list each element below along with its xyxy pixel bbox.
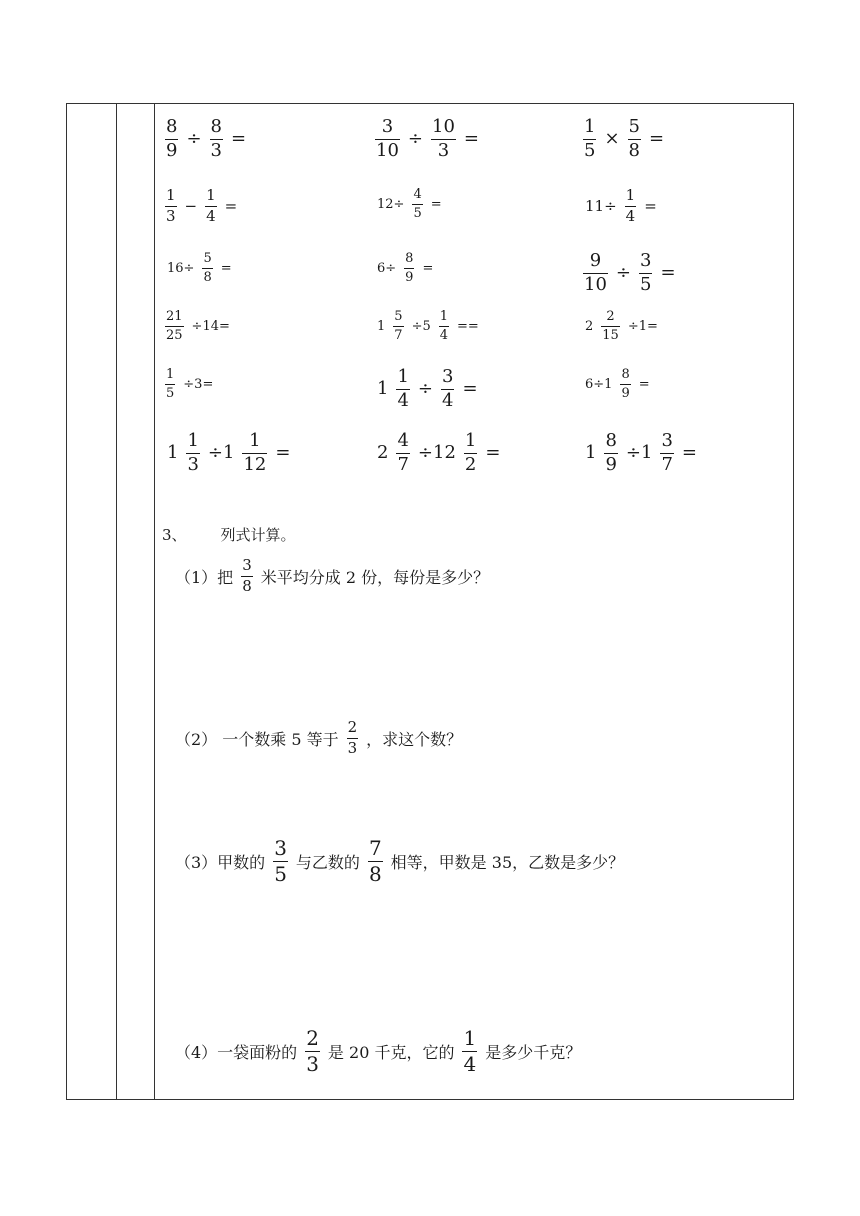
denominator: 8 (242, 576, 252, 595)
numerator: 1 (397, 366, 409, 387)
expression-text: ÷1 (207, 442, 235, 464)
denominator: 8 (368, 862, 382, 886)
expression-text: 是 20 千克，它的 (327, 1043, 455, 1062)
fraction-bar (202, 268, 212, 269)
expression-text: （4）一袋面粉的 (175, 1043, 298, 1062)
fraction (242, 432, 267, 475)
denominator: 9 (405, 269, 414, 285)
expression-text: 11÷ (585, 196, 617, 215)
expression-text: 2 (585, 318, 594, 334)
numerator: 8 (210, 116, 222, 137)
denominator: 5 (584, 139, 596, 161)
fraction (625, 188, 637, 225)
denominator: 9 (621, 385, 630, 401)
denominator: 5 (640, 273, 652, 295)
exercise-expression (162, 118, 251, 161)
expression-text: ÷ (615, 262, 631, 284)
denominator: 4 (625, 206, 636, 225)
exercise-expression (162, 188, 242, 225)
fraction (464, 432, 477, 475)
fraction (462, 1028, 477, 1075)
fraction (202, 252, 212, 284)
expression-text: − (184, 196, 198, 215)
numerator: 3 (242, 556, 252, 574)
denominator: 3 (306, 1052, 319, 1076)
expression-text: = (275, 442, 291, 464)
denominator: 7 (397, 453, 409, 475)
fraction (604, 432, 617, 475)
denominator: 25 (166, 327, 183, 343)
exercise-expression (162, 252, 237, 284)
exercise-expression (372, 368, 483, 411)
denominator: 7 (661, 453, 673, 475)
numerator: 4 (413, 187, 422, 202)
expression-text: = (638, 376, 650, 392)
column-divider-2 (154, 103, 155, 1100)
denominator: 12 (243, 453, 267, 475)
expression-text: × (604, 128, 620, 150)
expression-text: 米平均分成 2 份，每份是多少？ (260, 567, 490, 587)
denominator: 9 (605, 453, 617, 475)
denominator: 3 (187, 453, 199, 475)
denominator: 7 (394, 327, 403, 343)
denominator: 9 (166, 139, 178, 161)
exercise-expression (372, 310, 484, 342)
expression-text: = (462, 378, 478, 400)
fraction (241, 558, 253, 595)
numerator: 1 (187, 430, 199, 451)
word-problem (170, 838, 629, 885)
numerator: 3 (661, 430, 673, 451)
numerator: 3 (274, 836, 287, 860)
expression-text: = (681, 442, 697, 464)
exercise-expression (372, 252, 438, 284)
numerator: 3 (442, 366, 454, 387)
fraction (583, 252, 608, 295)
fraction (165, 188, 177, 225)
expression-text: 6÷1 (585, 376, 613, 392)
numerator: 1 (439, 309, 449, 324)
expression-text: 是多少千克？ (485, 1043, 582, 1062)
numerator: 10 (432, 116, 455, 137)
fraction (639, 252, 652, 295)
denominator: 8 (628, 139, 640, 161)
fraction (404, 252, 414, 284)
fraction (165, 118, 178, 161)
expression-text: = (485, 442, 501, 464)
expression-text: ÷ (407, 128, 423, 150)
expression-text: = (463, 128, 479, 150)
exercise-expression (372, 432, 505, 475)
expression-text: ÷12 (417, 442, 456, 464)
expression-text: = (649, 128, 665, 150)
denominator: 5 (166, 385, 175, 401)
fraction (165, 310, 184, 342)
expression-text: 相等，甲数是 35，乙数是多少？ (390, 853, 625, 872)
numerator: 1 (584, 116, 596, 137)
fraction-bar (404, 268, 414, 269)
fraction (186, 432, 199, 475)
expression-text: = (231, 128, 247, 150)
expression-text: 1 (167, 442, 179, 464)
expression-text: （1）把 (175, 567, 234, 587)
fraction (439, 310, 449, 342)
denominator: 3 (210, 139, 222, 161)
expression-text: ，求这个数？ (366, 729, 463, 749)
numerator: 8 (405, 251, 414, 266)
expression-text: == (457, 318, 479, 334)
expression-text: 16÷ (167, 260, 195, 276)
numerator: 21 (166, 309, 183, 324)
fraction-bar (620, 384, 630, 385)
denominator: 10 (376, 139, 399, 161)
numerator: 4 (397, 430, 409, 451)
expression-text: = (430, 196, 442, 212)
exercise-expression (372, 118, 484, 161)
exercise-expression (580, 432, 702, 475)
word-problem (170, 558, 494, 595)
fraction (396, 432, 409, 475)
fraction (165, 368, 175, 400)
expression-text: = (644, 196, 657, 215)
expression-text: ÷5 (411, 318, 431, 334)
expression-text: ÷14= (191, 318, 230, 334)
denominator: 5 (274, 862, 287, 886)
fraction (205, 188, 217, 225)
fraction (431, 118, 456, 161)
fraction-bar (165, 384, 175, 385)
expression-text: 6÷ (377, 260, 397, 276)
fraction (368, 838, 383, 885)
denominator: 8 (203, 269, 212, 285)
section-heading (162, 524, 296, 545)
fraction (305, 1028, 320, 1075)
expression-text: ÷ (186, 128, 202, 150)
numerator: 8 (605, 430, 617, 451)
column-divider-1 (116, 103, 117, 1100)
expression-text: = (220, 260, 232, 276)
fraction (583, 118, 596, 161)
expression-text: ÷3= (183, 376, 214, 392)
exercise-expression (162, 310, 235, 342)
denominator: 3 (166, 206, 176, 225)
denominator: 3 (437, 139, 450, 161)
denominator: 4 (397, 389, 409, 411)
denominator: 15 (602, 327, 619, 343)
word-problem (170, 720, 467, 757)
fraction (660, 432, 673, 475)
expression-text: 12÷ (377, 196, 405, 212)
numerator: 3 (640, 250, 652, 271)
fraction-bar (601, 326, 620, 327)
exercise-expression (162, 368, 218, 400)
fraction-bar (412, 204, 422, 205)
numerator: 1 (464, 430, 477, 451)
expression-text: 与乙数的 (295, 853, 360, 872)
numerator: 5 (203, 251, 212, 266)
expression-text: ÷1 (625, 442, 653, 464)
expression-text: （2） 一个数乘 5 等于 (175, 729, 339, 749)
denominator: 4 (442, 389, 454, 411)
numerator: 1 (625, 186, 636, 204)
fraction-bar (439, 326, 449, 327)
exercise-expression (580, 252, 681, 295)
exercise-expression (580, 310, 663, 342)
exercise-expression (580, 188, 662, 225)
numerator: 3 (381, 116, 394, 137)
exercise-expression (580, 118, 669, 161)
denominator: 4 (439, 327, 449, 343)
numerator: 9 (589, 250, 602, 271)
fraction (393, 310, 403, 342)
section-title: 列式计算。 (220, 526, 296, 544)
denominator: 10 (584, 273, 607, 295)
exercise-expression (162, 432, 295, 475)
numerator: 2 (606, 309, 615, 324)
numerator: 1 (166, 367, 175, 382)
expression-text: 2 (377, 442, 389, 464)
fraction (375, 118, 400, 161)
numerator: 8 (621, 367, 630, 382)
fraction-bar (165, 326, 184, 327)
denominator: 4 (463, 1052, 477, 1076)
fraction-bar (393, 326, 403, 327)
fraction (273, 838, 288, 885)
numerator: 5 (394, 309, 403, 324)
numerator: 1 (166, 186, 176, 204)
numerator: 2 (347, 718, 358, 736)
numerator: 2 (306, 1026, 319, 1050)
expression-text: 1 (377, 378, 389, 400)
denominator: 3 (347, 738, 358, 757)
numerator: 5 (628, 116, 640, 137)
numerator: 1 (463, 1026, 477, 1050)
fraction (628, 118, 641, 161)
word-problem (170, 1028, 586, 1075)
fraction (210, 118, 223, 161)
expression-text: ÷1= (627, 318, 658, 334)
fraction (441, 368, 454, 411)
fraction (396, 368, 409, 411)
denominator: 4 (206, 206, 216, 225)
exercise-expression (372, 188, 447, 220)
numerator: 8 (166, 116, 178, 137)
exercise-expression (580, 368, 655, 400)
expression-text: = (422, 260, 434, 276)
section-number: 3、 (162, 526, 187, 544)
expression-text: = (224, 196, 238, 215)
denominator: 2 (464, 453, 477, 475)
numerator: 7 (368, 836, 382, 860)
fraction (601, 310, 620, 342)
expression-text: 1 (377, 318, 386, 334)
fraction (347, 720, 359, 757)
fraction (620, 368, 630, 400)
fraction (412, 188, 422, 220)
expression-text: = (660, 262, 676, 284)
expression-text: ÷ (417, 378, 433, 400)
denominator: 5 (413, 205, 422, 221)
numerator: 1 (249, 430, 261, 451)
numerator: 1 (206, 186, 216, 204)
expression-text: 1 (585, 442, 597, 464)
expression-text: （3）甲数的 (175, 853, 266, 872)
